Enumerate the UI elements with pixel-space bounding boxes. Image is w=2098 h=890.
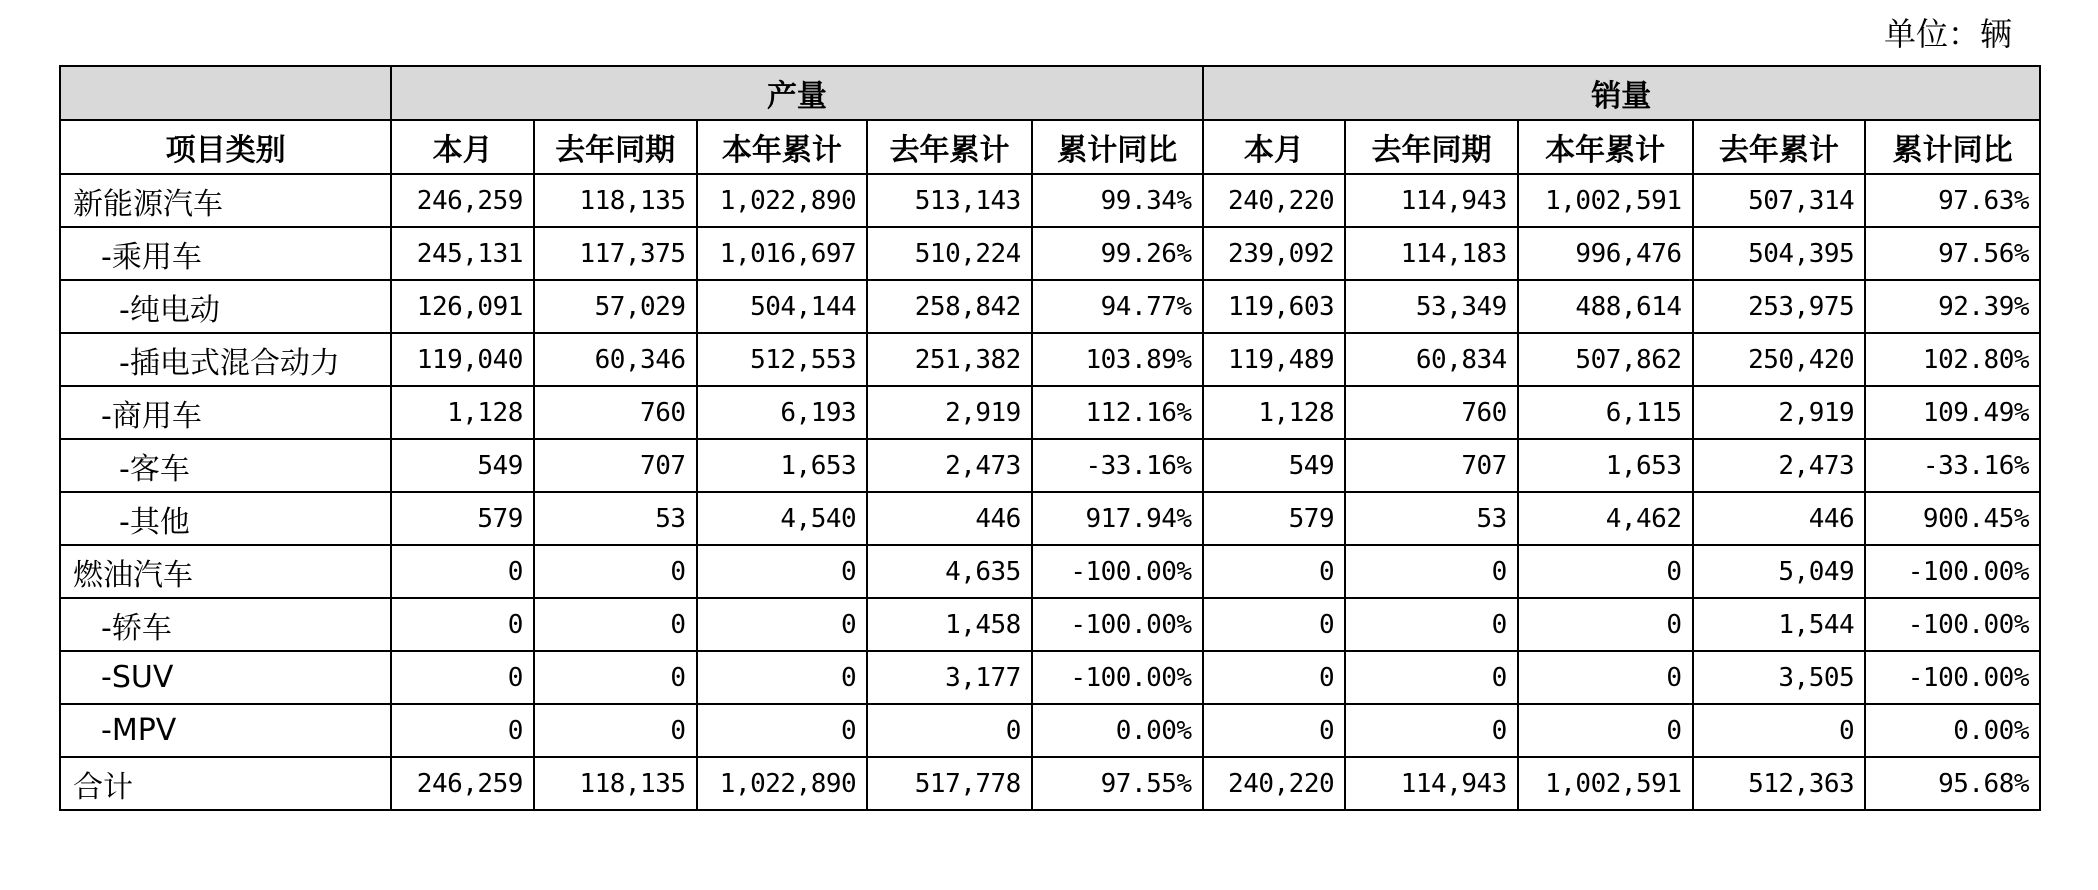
cell-sales-month: 240,220	[1203, 757, 1346, 810]
column-header-sales-yoy: 累计同比	[1865, 120, 2040, 174]
cell-prod-yoy: -33.16%	[1032, 439, 1203, 492]
cell-sales-yoy: -100.00%	[1865, 545, 2040, 598]
cell-sales-month: 0	[1203, 598, 1346, 651]
cell-prod-ytd: 0	[697, 704, 868, 757]
cell-sales-ytd: 1,002,591	[1518, 757, 1693, 810]
cell-sales-month: 0	[1203, 704, 1346, 757]
table-row	[60, 545, 2040, 598]
cell-prod-ytd: 4,540	[697, 492, 868, 545]
cell-sales-last-year: 60,834	[1345, 333, 1518, 386]
cell-sales-yoy: 97.56%	[1865, 227, 2040, 280]
cell-sales-ytd: 507,862	[1518, 333, 1693, 386]
cell-prod-last-year: 0	[534, 545, 697, 598]
cell-sales-yoy: -33.16%	[1865, 439, 2040, 492]
cell-prod-ytd: 504,144	[697, 280, 868, 333]
table-row	[60, 598, 2040, 651]
cell-sales-last-year: 53,349	[1345, 280, 1518, 333]
cell-prod-yoy: -100.00%	[1032, 598, 1203, 651]
column-header-prod-last-ytd: 去年累计	[867, 120, 1032, 174]
cell-sales-last-ytd: 2,473	[1693, 439, 1866, 492]
row-label: -商用车	[60, 386, 391, 439]
cell-prod-last-year: 53	[534, 492, 697, 545]
cell-prod-yoy: 99.26%	[1032, 227, 1203, 280]
cell-sales-month: 119,603	[1203, 280, 1346, 333]
row-label: -SUV	[60, 651, 391, 704]
cell-sales-month: 1,128	[1203, 386, 1346, 439]
cell-prod-last-year: 0	[534, 704, 697, 757]
row-label: -轿车	[60, 598, 391, 651]
cell-sales-yoy: 102.80%	[1865, 333, 2040, 386]
cell-prod-month: 246,259	[391, 174, 534, 227]
cell-prod-last-year: 60,346	[534, 333, 697, 386]
cell-prod-last-ytd: 2,919	[867, 386, 1032, 439]
cell-sales-month: 239,092	[1203, 227, 1346, 280]
cell-sales-yoy: -100.00%	[1865, 651, 2040, 704]
row-label: 合计	[60, 757, 391, 810]
cell-sales-yoy: 900.45%	[1865, 492, 2040, 545]
cell-prod-ytd: 512,553	[697, 333, 868, 386]
cell-sales-last-year: 114,183	[1345, 227, 1518, 280]
row-label: -插电式混合动力	[60, 333, 391, 386]
cell-prod-month: 0	[391, 704, 534, 757]
cell-prod-ytd: 1,022,890	[697, 757, 868, 810]
column-header-prod-last-year: 去年同期	[534, 120, 697, 174]
cell-sales-ytd: 0	[1518, 545, 1693, 598]
cell-sales-last-ytd: 253,975	[1693, 280, 1866, 333]
cell-sales-last-ytd: 250,420	[1693, 333, 1866, 386]
cell-prod-last-year: 0	[534, 598, 697, 651]
cell-sales-yoy: 97.63%	[1865, 174, 2040, 227]
table-row	[60, 757, 2040, 810]
cell-prod-yoy: -100.00%	[1032, 651, 1203, 704]
cell-sales-last-ytd: 512,363	[1693, 757, 1866, 810]
table-row	[60, 333, 2040, 386]
cell-prod-last-ytd: 258,842	[867, 280, 1032, 333]
cell-prod-month: 0	[391, 651, 534, 704]
cell-prod-yoy: -100.00%	[1032, 545, 1203, 598]
cell-prod-month: 126,091	[391, 280, 534, 333]
cell-prod-yoy: 0.00%	[1032, 704, 1203, 757]
cell-prod-ytd: 1,016,697	[697, 227, 868, 280]
table-row	[60, 280, 2040, 333]
cell-prod-last-year: 0	[534, 651, 697, 704]
row-label: -MPV	[60, 704, 391, 757]
table-body	[60, 174, 2040, 810]
cell-prod-month: 0	[391, 545, 534, 598]
cell-prod-month: 119,040	[391, 333, 534, 386]
cell-prod-yoy: 97.55%	[1032, 757, 1203, 810]
row-label: -纯电动	[60, 280, 391, 333]
row-label: -乘用车	[60, 227, 391, 280]
cell-sales-last-ytd: 507,314	[1693, 174, 1866, 227]
cell-sales-last-year: 114,943	[1345, 757, 1518, 810]
cell-sales-month: 119,489	[1203, 333, 1346, 386]
cell-sales-ytd: 1,002,591	[1518, 174, 1693, 227]
cell-prod-month: 0	[391, 598, 534, 651]
row-label: 新能源汽车	[60, 174, 391, 227]
column-header-row	[60, 120, 2040, 174]
column-header-prod-yoy: 累计同比	[1032, 120, 1203, 174]
cell-prod-last-ytd: 513,143	[867, 174, 1032, 227]
column-header-sales-ytd: 本年累计	[1518, 120, 1693, 174]
cell-sales-ytd: 0	[1518, 704, 1693, 757]
group-header-production: 产量	[391, 66, 1202, 120]
cell-sales-month: 240,220	[1203, 174, 1346, 227]
group-header-row	[60, 66, 2040, 120]
column-header-prod-ytd: 本年累计	[697, 120, 868, 174]
table-row	[60, 651, 2040, 704]
row-label: -其他	[60, 492, 391, 545]
cell-prod-last-ytd: 3,177	[867, 651, 1032, 704]
table-row	[60, 174, 2040, 227]
column-header-category: 项目类别	[60, 120, 391, 174]
cell-sales-last-year: 53	[1345, 492, 1518, 545]
cell-prod-ytd: 0	[697, 651, 868, 704]
cell-sales-last-year: 0	[1345, 545, 1518, 598]
cell-sales-last-ytd: 504,395	[1693, 227, 1866, 280]
cell-sales-ytd: 0	[1518, 598, 1693, 651]
cell-sales-ytd: 0	[1518, 651, 1693, 704]
cell-sales-yoy: 92.39%	[1865, 280, 2040, 333]
cell-sales-last-ytd: 446	[1693, 492, 1866, 545]
cell-prod-ytd: 1,653	[697, 439, 868, 492]
cell-prod-ytd: 0	[697, 598, 868, 651]
cell-sales-yoy: 0.00%	[1865, 704, 2040, 757]
table-row	[60, 386, 2040, 439]
cell-sales-yoy: 95.68%	[1865, 757, 2040, 810]
row-label: 燃油汽车	[60, 545, 391, 598]
cell-prod-last-year: 707	[534, 439, 697, 492]
cell-sales-yoy: -100.00%	[1865, 598, 2040, 651]
cell-sales-last-ytd: 2,919	[1693, 386, 1866, 439]
cell-prod-month: 1,128	[391, 386, 534, 439]
cell-prod-yoy: 103.89%	[1032, 333, 1203, 386]
cell-prod-last-ytd: 446	[867, 492, 1032, 545]
cell-sales-last-year: 0	[1345, 598, 1518, 651]
cell-sales-ytd: 1,653	[1518, 439, 1693, 492]
cell-sales-yoy: 109.49%	[1865, 386, 2040, 439]
cell-prod-ytd: 1,022,890	[697, 174, 868, 227]
cell-prod-yoy: 99.34%	[1032, 174, 1203, 227]
cell-prod-last-year: 117,375	[534, 227, 697, 280]
cell-sales-last-year: 760	[1345, 386, 1518, 439]
cell-prod-last-ytd: 4,635	[867, 545, 1032, 598]
cell-sales-last-year: 707	[1345, 439, 1518, 492]
cell-prod-last-year: 760	[534, 386, 697, 439]
cell-prod-month: 245,131	[391, 227, 534, 280]
cell-prod-last-year: 118,135	[534, 757, 697, 810]
cell-prod-yoy: 94.77%	[1032, 280, 1203, 333]
cell-prod-last-ytd: 510,224	[867, 227, 1032, 280]
cell-prod-last-ytd: 517,778	[867, 757, 1032, 810]
table-row	[60, 439, 2040, 492]
cell-sales-month: 0	[1203, 651, 1346, 704]
cell-prod-month: 246,259	[391, 757, 534, 810]
table-row	[60, 704, 2040, 757]
cell-prod-yoy: 112.16%	[1032, 386, 1203, 439]
production-sales-table	[59, 65, 2041, 811]
cell-prod-ytd: 6,193	[697, 386, 868, 439]
cell-sales-last-ytd: 3,505	[1693, 651, 1866, 704]
column-header-prod-month: 本月	[391, 120, 534, 174]
cell-sales-ytd: 996,476	[1518, 227, 1693, 280]
group-header-sales: 销量	[1203, 66, 2040, 120]
cell-sales-month: 0	[1203, 545, 1346, 598]
cell-sales-last-ytd: 1,544	[1693, 598, 1866, 651]
cell-prod-last-ytd: 251,382	[867, 333, 1032, 386]
cell-prod-ytd: 0	[697, 545, 868, 598]
cell-sales-last-year: 114,943	[1345, 174, 1518, 227]
cell-sales-ytd: 488,614	[1518, 280, 1693, 333]
cell-sales-ytd: 6,115	[1518, 386, 1693, 439]
cell-sales-last-ytd: 0	[1693, 704, 1866, 757]
cell-prod-last-year: 118,135	[534, 174, 697, 227]
cell-sales-month: 549	[1203, 439, 1346, 492]
column-header-sales-month: 本月	[1203, 120, 1346, 174]
cell-prod-yoy: 917.94%	[1032, 492, 1203, 545]
cell-prod-month: 549	[391, 439, 534, 492]
cell-prod-last-year: 57,029	[534, 280, 697, 333]
unit-label: 单位：辆	[1883, 15, 2012, 53]
group-header-blank	[60, 66, 391, 120]
row-label: -客车	[60, 439, 391, 492]
cell-sales-last-year: 0	[1345, 704, 1518, 757]
cell-sales-last-year: 0	[1345, 651, 1518, 704]
cell-prod-last-ytd: 2,473	[867, 439, 1032, 492]
cell-sales-month: 579	[1203, 492, 1346, 545]
cell-prod-month: 579	[391, 492, 534, 545]
cell-prod-last-ytd: 1,458	[867, 598, 1032, 651]
cell-sales-last-ytd: 5,049	[1693, 545, 1866, 598]
column-header-sales-last-year: 去年同期	[1345, 120, 1518, 174]
cell-sales-ytd: 4,462	[1518, 492, 1693, 545]
table-row	[60, 227, 2040, 280]
table-row	[60, 492, 2040, 545]
cell-prod-last-ytd: 0	[867, 704, 1032, 757]
column-header-sales-last-ytd: 去年累计	[1693, 120, 1866, 174]
